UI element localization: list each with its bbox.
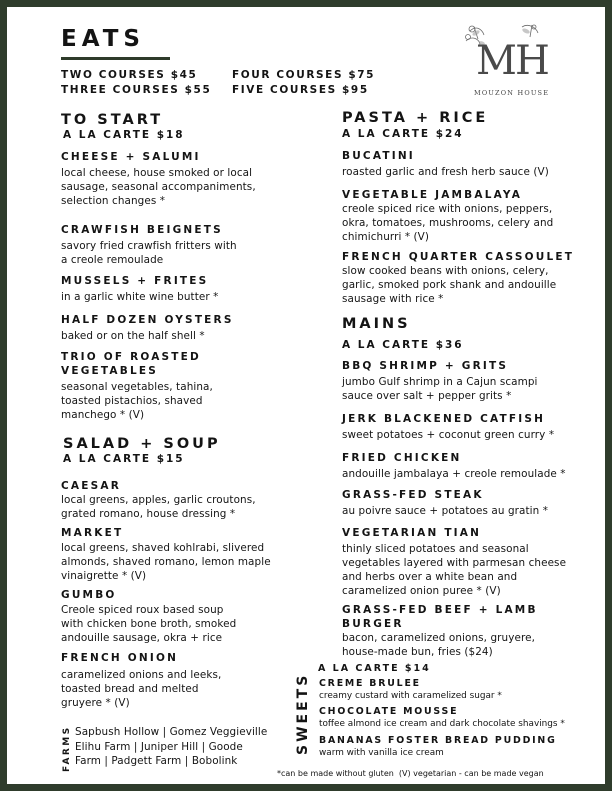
salad-soup-price: A LA CARTE $15 — [63, 453, 185, 465]
to-start-price: A LA CARTE $18 — [63, 129, 185, 141]
pasta-rice-price: A LA CARTE $24 — [342, 128, 464, 140]
menu-item: BANANAS FOSTER BREAD PUDDING warm with vanilla ice cream — [319, 735, 557, 758]
menu-item: MARKET local greens, shaved kohlrabi, slivered almonds, shaved romano, lemon maple vinaigrette * (V) — [61, 527, 271, 582]
sweets-price: A LA CARTE $14 — [318, 663, 431, 674]
course-three: THREE COURSES $55 — [61, 84, 212, 96]
menu-item: CRAWFISH BEIGNETS savory fried crawfish fritters with a creole remoulade — [61, 224, 237, 266]
menu-item: CREME BRULEE creamy custard with caramelized sugar * — [319, 678, 502, 701]
menu-item: FRIED CHICKEN andouille jambalaya + creole remoulade * — [342, 452, 566, 480]
farms-label: FARMS — [62, 725, 72, 772]
menu-item: VEGETARIAN TIAN thinly sliced potatoes and seasonal vegetables layered with parmesan cheese and herbs over a white bean and caramelized onion puree * (V) — [342, 527, 567, 597]
menu-item: BBQ SHRIMP + GRITS jumbo Gulf shrimp in a Cajun scampi sauce over salt + pepper grits * — [342, 360, 538, 402]
menu-item: FRENCH ONION caramelized onions and leeks, toasted bread and melted gruyere * (V) — [61, 652, 222, 709]
pasta-rice-title: PASTA + RICE — [342, 110, 489, 126]
mains-title: MAINS — [342, 316, 411, 332]
logo-monogram: MH — [476, 38, 548, 84]
menu-item: CAESAR local greens, apples, garlic croutons, grated romano, house dressing * — [61, 480, 256, 520]
menu-item: HALF DOZEN OYSTERS baked or on the half shell * — [61, 314, 234, 342]
dietary-footnote: *can be made without gluten (V) vegetarian - can be made vegan — [277, 769, 544, 778]
menu-item: MUSSELS + FRITES in a garlic white wine butter * — [61, 275, 219, 303]
menu-item: BUCATINI roasted garlic and fresh herb sauce (V) — [342, 150, 549, 178]
menu-item: JERK BLACKENED CATFISH sweet potatoes + coconut green curry * — [342, 413, 555, 441]
menu-item: GRASS-FED STEAK au poivre sauce + potatoes au gratin * — [342, 489, 549, 517]
to-start-title: TO START — [61, 112, 164, 128]
mains-price: A LA CARTE $36 — [342, 339, 464, 351]
logo-name: MOUZON HOUSE — [474, 89, 550, 97]
menu-item: TRIO OF ROASTED VEGETABLES seasonal vegetables, tahina, toasted pistachios, shaved manchego * (V) — [61, 351, 213, 421]
course-four: FOUR COURSES $75 — [232, 69, 376, 81]
menu-item: CHEESE + SALUMI local cheese, house smoked or local sausage, seasonal accompaniments, selection changes * — [61, 151, 256, 207]
course-five: FIVE COURSES $95 — [232, 84, 369, 96]
sweets-label: SWEETS — [295, 672, 311, 755]
title-underline — [61, 57, 170, 60]
course-two: TWO COURSES $45 — [61, 69, 198, 81]
menu-page — [7, 7, 605, 784]
page-title: EATS — [61, 26, 145, 52]
menu-item: GUMBO Creole spiced roux based soup with chicken bone broth, smoked andouille sausage, okra + rice — [61, 589, 237, 644]
farms-list: Sapbush Hollow | Gomez Veggieville Elihu Farm | Juniper Hill | Goode Farm | Padgett Farm | Bobolink — [75, 726, 268, 767]
menu-item: CHOCOLATE MOUSSE toffee almond ice cream and dark chocolate shavings * — [319, 706, 565, 729]
menu-item: GRASS-FED BEEF + LAMB BURGER bacon, caramelized onions, gruyere, house-made bun, fries ($24) — [342, 604, 538, 658]
menu-item: VEGETABLE JAMBALAYA creole spiced rice with onions, peppers, okra, tomatoes, mushrooms, celery and chimichurri * (V) — [342, 189, 554, 243]
mouzon-house-logo — [462, 21, 552, 101]
salad-soup-title: SALAD + SOUP — [63, 436, 221, 452]
menu-item: FRENCH QUARTER CASSOULET slow cooked beans with onions, celery, garlic, smoked pork shank and andouille sausage with rice * — [342, 251, 575, 305]
